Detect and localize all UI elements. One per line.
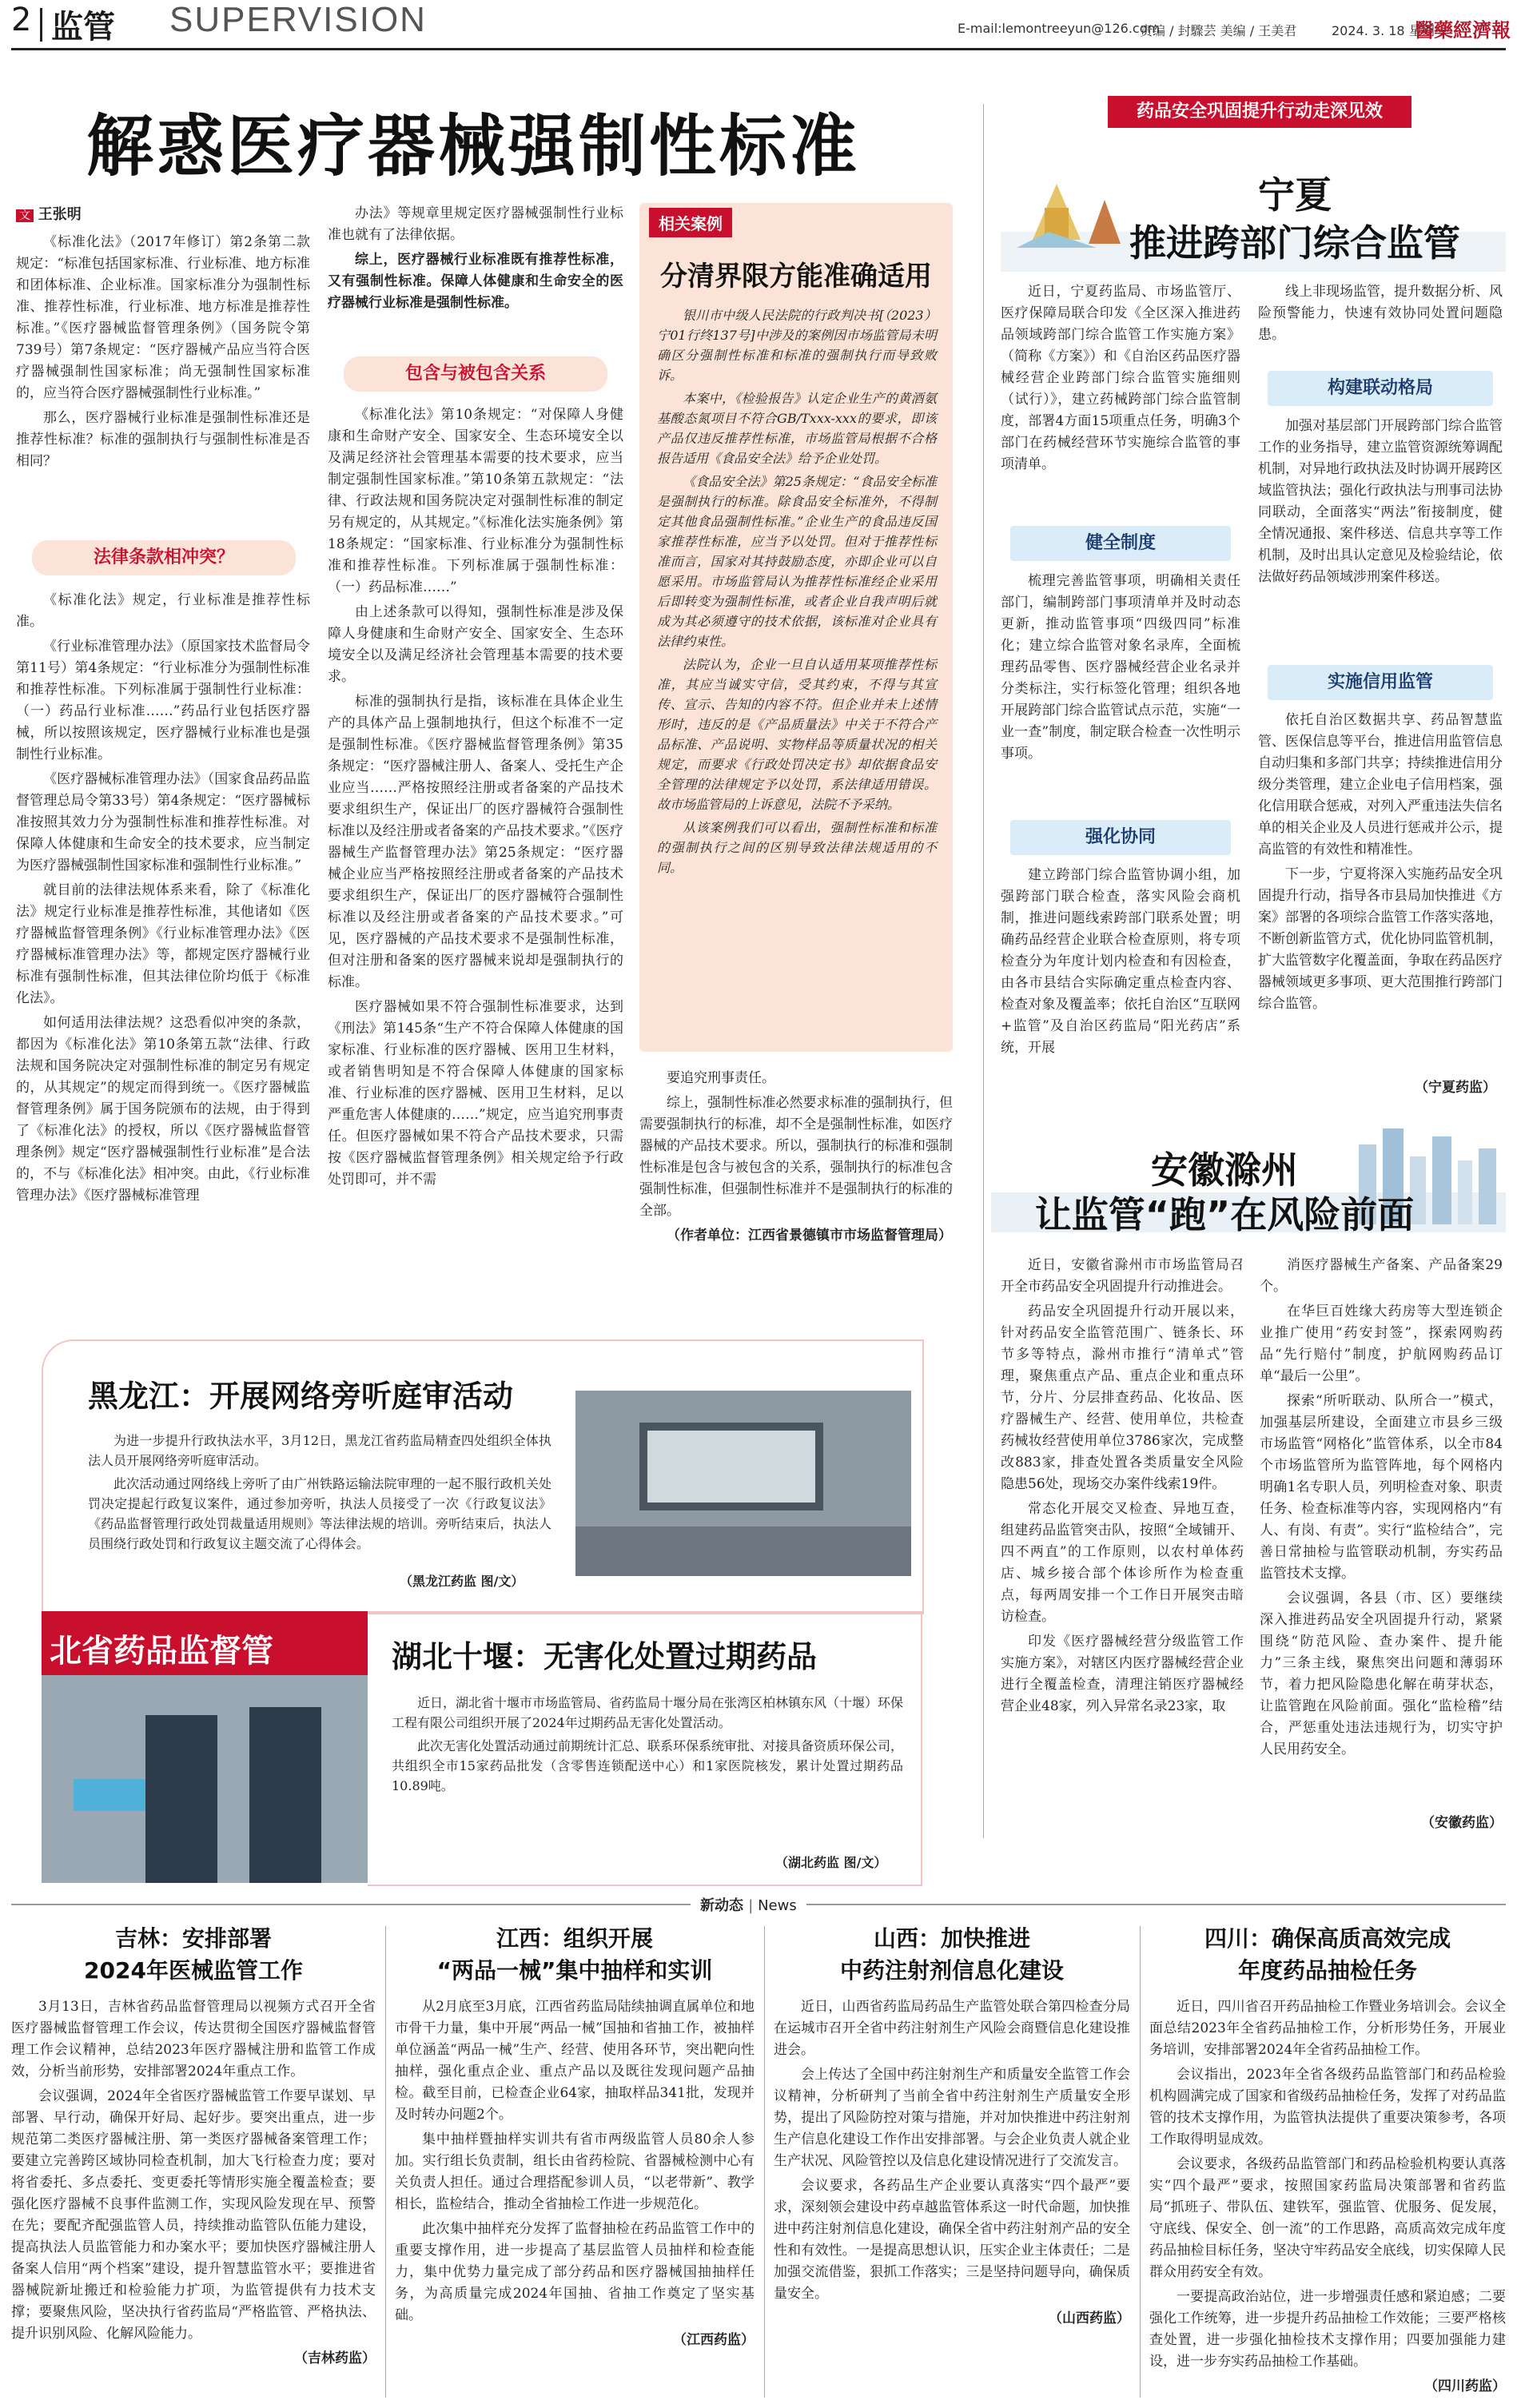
photo-sign-text: 北省药品监督管: [50, 1633, 273, 1670]
subhead-coordination: 强化协同: [1010, 820, 1231, 855]
paragraph: 印发《医疗器械经营分级监管工作实施方案》，对辖区内医疗器械经营企业进行全覆盖检查，清理注销医疗器械经营企业48家，列入异常名录23家，取: [1001, 1634, 1244, 1714]
main-col3: [639, 1068, 953, 1250]
paragraph: 近日，山西省药监局药品生产监管处联合第四检查分局在运城市召开全省中药注射剂生产风险会商暨信息化建设推进会。: [774, 1999, 1130, 2058]
news-title: 年度药品抽检任务: [1237, 1957, 1417, 1984]
paragraph: 医疗器械如果不符合强制性标准要求，达到《刑法》第145条“生产不符合保障人体健康的国家标准、行业标准的医疗器械、医用卫生材料，或者销售明知是不符合保障人体健康的国家标准、行业标准的医疗器械、医用卫生材料，足以严重危害人体健康的……”规定，应当追究刑事责任。但医疗器械如果不符合产品技术要求，只需按《医疗器械监督管理条例》相关规定给予行政处罚即可，并不需: [328, 999, 623, 1188]
paragraph: 集中抽样暨抽样实训共有省市两级监管人员80余人参加。实行组长负责制，组长由省药检院、省器械检测中心有关负责人担任。通过合理搭配参训人员，“以老带新”、教学相长，监检结合，推动全省抽检工作进一步规范化。: [395, 2131, 755, 2212]
news-item-jilin: [11, 1923, 376, 2370]
paragraph: 梳理完善监管事项，明确相关责任部门，编制跨部门事项清单并及时动态更新，推动监管事项“四级四同”标准化；建立综合监管对象名录库，全面梳理药品零售、医疗器械经营企业名录并分类标注，实行标签化管理；组织各地开展跨部门综合监管试点示范，实施“一业一查”制度，制定联合检查一次性明示事项。: [1001, 573, 1240, 762]
paragraph: 那么，医疗器械行业标准是强制性标准还是推荐性标准？标准的强制执行与强制性标准是否相同？: [16, 410, 310, 469]
paragraph: 《标准化法》（2017年修订）第2条第二款规定：“标准包括国家标准、行业标准、地方标准和团体标准、企业标准。国家标准分为强制性标准、推荐性标准，行业标准、地方标准是推荐性标准。”《医疗器械监督管理条例》（国务院令第739号）第7条规定：“医疗器械产品应当符合医疗器械强制性国家标准；尚无强制性国家标准的，应当符合医疗器械强制性行业标准。”: [16, 234, 310, 401]
section-name: 监管: [51, 9, 115, 46]
subhead-law-conflict: 法律条款相冲突？: [32, 540, 296, 575]
paragraph: 此次无害化处置活动通过前期统计汇总、联系环保系统审批、对接具备资质环保公司，共组织全市15家药品批发（含零售连锁配送中心）和1家医院核发，累计处置过期药品10.89吨。: [392, 1738, 904, 1793]
news-body: [11, 1996, 376, 2345]
case-title: 分清界限方能准确适用: [660, 261, 932, 293]
hubei-photo: [42, 1611, 368, 1883]
column-rule: [1140, 1926, 1141, 2398]
news-title: 吉林：安排部署: [114, 1925, 272, 1952]
paragraph: 《医疗器械标准管理办法》（国家食品药品监督管理总局令第33号）第4条规定：“医疗器械标准按照其效力分为强制性标准和推荐性标准。对保障人体健康和生命安全的技术要求，应当制定为医疗器械强制性国家标准和强制性行业标准。”: [16, 771, 310, 874]
paragraph: 探索“所听联动、队所合一”模式，加强基层所建设，全面建立市县乡三级市场监管“网格化”监管体系，以全市84个市场监管所为监管阵地，每个网格内明确1名专职人员，列明检查对象、职责任务、检查标准等内容，实现网格内“有人、有岗、有责”。实行“监检结合”，完善日常抽检与监管联动机制，夯实药品监管技术支撑。: [1260, 1393, 1503, 1582]
paragraph: 依托自治区数据共享、药品智慧监管、医保信息等平台，推进信用监管信息自动归集和多部门共享；持续推进信用分级分类管理，建立企业电子信用档案，强化信用联合惩戒，对列入严重违法失信名单的相关企业及人员进行惩戒并公示，提高监管的有效性和精准性。: [1258, 712, 1503, 858]
news-credit: （吉林药监）: [294, 2350, 376, 2366]
paragraph: 近日，安徽省滁州市市场监管局召开全市药品安全巩固提升行动推进会。: [1001, 1257, 1244, 1295]
main-col2: [328, 203, 623, 317]
paragraph: 近日，湖北省十堰市市场监管局、省药监局十堰分局在张湾区柏林镇东风（十堰）环保工程有限公司组织开展了2024年过期药品无害化处置活动。: [392, 1695, 904, 1730]
campaign-banner: 药品安全巩固提升行动走深见效: [1108, 96, 1411, 128]
ningxia-col2b: [1258, 416, 1503, 591]
news-item-sichuan: [1149, 1923, 1506, 2398]
author-name: 王张明: [38, 206, 82, 223]
paragraph: 线上非现场监管，提升数据分析、风险预警能力，快速有效协同处置问题隐患。: [1258, 284, 1503, 343]
paragraph: 会议强调，各县（市、区）要继续深入推进药品安全巩固提升行动，紧紧围绕“防范风险、查办案件、提升能力”三条主线，聚焦突出问题和薄弱环节，着力把风险隐患化解在萌芽状态，让监管跑在风险前面。强化“监检稽”结合，严惩重处违法违规行为，切实守护人民用药安全。: [1260, 1590, 1503, 1757]
paragraph: 会议强调，2024年全省医疗器械监管工作要早谋划、早部署、早行动，确保开好局、起好步。要突出重点，进一步规范第二类医疗器械注册、第一类医疗器械备案管理工作；要建立完善跨区域协同检查机制，加大飞行检查力度；要对将省委托、多点委托、变更委托等情形实施全覆盖检查；要强化医疗器械不良事件监测工作，实现风险发现在早、预警在先；要配齐配强监管人员，持续推动监管队伍能力建设，提高执法人员监管能力和办案水平；要加快医疗器械注册人备案人信用“两个档案”建设，提升智慧监管水平；要推进省器械院新址搬迁和检验能力扩项，为监管提供有力技术支撑；要聚焦风险，坚决执行省药监局“严格监管、严格执法、提升识别风险、化解风险能力。: [11, 2088, 376, 2342]
paragraph: 《标准化法》规定，行业标准是推荐性标准。: [16, 592, 310, 630]
header-divider: [40, 8, 42, 42]
paragraph: 从2月底至3月底，江西省药监局陆续抽调直属单位和地市骨干力量，集中开展“两品一械”国抽和省抽工作，被抽样单位涵盖“两品一械”生产、经营、使用各环节，突出靶向性抽样，强化重点企业、重点产品以及既往发现问题产品抽检。截至目前，已检查企业64家，抽取样品341批，发现并及时转办问题2个。: [395, 1999, 755, 2123]
paragraph: 本案中，《检验报告》认定企业生产的黄酒氨基酸态氮项目不符合GB/Txxx-xxx的要求，即该产品仅违反推荐性标准，市场监管局根据不合格报告适用《食品安全法》给予企业处罚。: [657, 391, 937, 466]
case-tag: 相关案例: [649, 208, 732, 237]
news-title: “两品一械”集中抽样和实训: [436, 1957, 713, 1984]
ningxia-col1c: [1001, 865, 1240, 1062]
paragraph: 会议指出，2023年全省各级药品监管部门和药品检验机构圆满完成了国家和省级药品抽检任务，发挥了对药品监管的技术支撑作用，为监管执法提供了重要决策参考，各项工作取得明显成效。: [1149, 2067, 1506, 2147]
paragraph: 《标准化法》第10条规定：“对保障人身健康和生命财产安全、国家安全、生态环境安全以及满足经济社会管理基本需要的技术要求，应当制定强制性国家标准。”第10条第五款规定：“法律、行政法规和国务院决定对强制性标准的制定另有规定的，从其规定。”《标准化法实施条例》第18条规定：“国家标准、行业标准分为强制性标准和推荐性标准。下列标准属于强制性标准：（一）药品标准……”: [328, 407, 623, 595]
paragraph: 建立跨部门综合监管协调小组，加强跨部门联合检查，落实风险会商机制，推进问题线索跨部门联系处置；明确药品经营企业联合检查原则，将专项检查分为年度计划内检查和有因检查，由各市县结合实际确定重点检查内容、检查对象及覆盖率；依托自治区“互联网+监管”及自治区药监局“阳光药店”系统，开展: [1001, 867, 1240, 1056]
paragraph: 《行业标准管理办法》（原国家技术监督局令第11号）第4条规定：“行业标准分为强制性标准和推荐性标准。下列标准属于强制性行业标准：（一）药品行业标准……”药品行业包括医疗器械，所以按照该规定，医疗器械行业标准也是强制性行业标准。: [16, 639, 310, 762]
subhead-inclusion: 包含与被包含关系: [344, 356, 607, 392]
paragraph: 会上传达了全国中药注射剂生产和质量安全监管工作会议精神，分析研判了当前全省中药注射剂生产质量安全形势，提出了风险防控对策与措施，并对加快推进中药注射剂生产信息化建设工作作出安排部署。与会企业负责人就企业生产状况、风险管控以及信息化建设情况进行了交流发言。: [774, 2067, 1130, 2169]
feature1-title: 黑龙江：开展网络旁听庭审活动: [88, 1379, 514, 1414]
news-body: [774, 1996, 1130, 2305]
paragraph: 《食品安全法》第25条规定：“食品安全标准是强制执行的标准。除食品安全标准外，不得制定其他食品强制性标准。”企业生产的食品违反国家推荐性标准，应当予以处罚。但对于推荐性标准而言，国家对其持鼓励态度，亦即企业可以自愿采用。市场监管局认为推荐性标准经企业采用后即转变为强制性标准，或者企业自我声明后就成为其必须遵守的技术依据，该标准对企业具有法律约束性。: [657, 474, 937, 649]
paragraph: 在华巨百姓缘大药房等大型连锁企业推广使用“药安封签”，探索网购药品“先行赔付”制度，护航网购药品订单“最后一公里”。: [1260, 1304, 1503, 1384]
paragraph: 会议要求，各级药品监管部门和药品检验机构要认真落实“四个最严”要求，按照国家药监局决策部署和省药监局“抓班子、带队伍、建铁军，强监管、优服务、促发展，守底线、保安全、创一流”的工作思路，高质高效完成年度药品抽检目标任务，坚决守牢药品安全底线，切实保障人民群众用药安全有效。: [1149, 2156, 1506, 2280]
main-col1b: [16, 590, 310, 1210]
column-rule: [385, 1926, 386, 2398]
anhui-credit: （安徽药监）: [1421, 1815, 1503, 1831]
feature2-body: [392, 1693, 903, 1799]
main-headline: 解惑医疗器械强制性标准: [86, 107, 861, 185]
feature2-credit: （湖北药监 图/文）: [775, 1855, 887, 1870]
paragraph: 要追究刑事责任。: [667, 1070, 775, 1086]
author-tag: 文: [16, 209, 34, 222]
paragraph: 此次集中抽样充分发挥了监督抽检在药品监管工作中的重要支撑作用，进一步提高了基层监管人员抽样和检查能力，集中优势力量完成了部分药品和医疗器械国抽抽样任务，为高质量完成2024年国抽、省抽工作奠定了坚实基础。: [395, 2221, 755, 2323]
related-case-box: [639, 203, 953, 1052]
news-body: [395, 1996, 755, 2326]
ningxia-title-2: 推进跨部门综合监管: [1129, 221, 1460, 265]
ningxia-credit: （宁夏药监）: [1415, 1080, 1496, 1096]
paragraph: 加强对基层部门开展跨部门综合监管工作的业务指导，建立监管资源统筹调配机制，对异地行政执法及时协调开展跨区域监管执法；强化行政执法与刑事司法协同联动，全面落实“两法”衔接制度，健全情况通报、案件移送、信息共享等工作机制，及时出具认定意见及检验结论，依法做好药品领域涉刑案件移送。: [1258, 418, 1503, 585]
ningxia-col1: [1001, 281, 1240, 479]
header-editors: 责编 / 封驟芸 美编 / 王美君: [1140, 23, 1297, 38]
anhui-col1: [1001, 1255, 1244, 1721]
paragraph: 就目前的法律法规体系来看，除了《标准化法》规定行业标准是推荐性标准，其他诸如《医疗器械监督管理条例》《行业标准管理办法》《医疗器械标准管理办法》等，都规定医疗器械行业标准有强制性标准，但其法律位阶均低于《标准化法》。: [16, 882, 310, 1006]
paragraph: 下一步，宁夏将深入实施药品安全巩固提升行动，指导各市县局加快推进《方案》部署的各项综合监管工作落实落地，不断创新监管方式，优化协同监管机制，扩大监管数字化覆盖面，争取在药品医疗器械领域更多事项、更大范围推行跨部门综合监管。: [1258, 866, 1503, 1012]
paragraph: 法院认为，企业一旦自认适用某项推荐性标准，其应当诚实守信，受其约束，不得与其宣传、宣示、告知的内容不符。但企业并未上述情形时，违反的是《产品质量法》中关于不符合产品标准、产品说明、实物样品等质量状况的相关规定，而要求《行政处罚决定书》却依据食品安全管理的法律规定予以处罚，系法律适用错误。故市场监管局的上诉意见，法院不予采纳。: [657, 657, 937, 812]
news-credit: （山西药监）: [1049, 2310, 1130, 2326]
feature1-body: [88, 1431, 551, 1557]
anhui-title-1: 安徽滁州: [1151, 1148, 1298, 1192]
news-title: 江西：组织开展: [496, 1925, 653, 1952]
subhead-system: 健全制度: [1010, 526, 1231, 561]
main-col2b: [328, 404, 623, 1194]
paragraph: 3月13日，吉林省药品监督管理局以视频方式召开全省医疗器械监督管理工作会议，传达贯彻全国医疗器械监督管理工作会议精神，总结2023年医疗器械注册和监管工作成效，分析当前形势，安排部署2024年重点工作。: [11, 1999, 376, 2080]
news-title: 中药注射剂信息化建设: [839, 1957, 1064, 1984]
news-credit: （江西药监）: [673, 2332, 755, 2348]
news-title: 山西：加快推进: [873, 1925, 1030, 1952]
news-title: 2024年医械监管工作: [84, 1957, 303, 1984]
paragraph: 近日，四川省召开药品抽检工作暨业务培训会。会议全面总结2023年全省药品抽检工作，分析形势任务，开展业务培训，安排部署2024年全省药品抽检工作。: [1149, 1999, 1506, 2058]
case-body: [657, 305, 937, 881]
paragraph: 办法》等规章里规定医疗器械强制性行业标准也就有了法律依据。: [328, 205, 623, 243]
news-label: 新动态 | News: [691, 1894, 806, 1915]
column-rule: [983, 104, 984, 1838]
paragraph: 常态化开展交叉检查、异地互查，组建药品监管突击队，按照“全域铺开、四不两直”的工作原则，以农村单体药店、城乡接合部个体诊所作为检查重点，每两周安排一个工作日开展突击暗访检查。: [1001, 1501, 1244, 1625]
ningxia-col2c: [1258, 710, 1503, 1018]
paragraph: 标准的强制执行是指，该标准在具体企业生产的具体产品上强制地执行，但这个标准不一定是强制性标准。《医疗器械监督管理条例》第35条规定：“医疗器械注册人、备案人、受托生产企业应当……严格按照经注册或者备案的产品技术要求组织生产，保证出厂的医疗器械符合强制性标准以及经注册或者备案的产品技术要求。”《医疗器械生产监督管理办法》第25条规定：“医疗器械企业应当严格按照经注册或者备案的产品技术要求组织生产，保证出厂的医疗器械符合强制性标准以及经注册或者备案的产品技术要求。”可见，医疗器械的产品技术要求不是强制性标准，但对注册和备案的医疗器械来说却是强制执行的标准。: [328, 694, 623, 990]
subhead-linkage: 构建联动格局: [1268, 371, 1493, 406]
subhead-credit: 实施信用监管: [1268, 665, 1493, 700]
column-rule: [764, 1926, 765, 2398]
news-item-jiangxi: [395, 1923, 755, 2351]
masthead-logo: 醫藥經濟報: [1415, 18, 1511, 42]
header-date: 2024. 3. 18 星期一: [1332, 23, 1447, 38]
paragraph: 近日，宁夏药监局、市场监管厅、医疗保障局联合印发《全区深入推进药品领域跨部门综合监管工作实施方案》（简称《方案》）和《自治区药品医疗器械经营企业跨部门综合监管实施细则（试行）》，建立药械跨部门综合监管制度，部署4方面15项重点任务，明确3个部门在药械经营环节实施综合监管的事项清单。: [1001, 284, 1240, 472]
paragraph: 如何适用法律法规？这恐看似冲突的条款，都因为《标准化法》第10条第五款“法律、行政法规和国务院决定对强制性标准的制定另有规定的，从其规定”的规定而得到统一。《医疗器械监督管理条例》属于国务院颁布的法规，由于得到了《标准化法》的授权，所以《医疗器械监督管理条例》规定“医疗器械强制性行业标准”是合法的，不与《标准化法》相冲突。由此，《行业标准管理办法》《医疗器械标准管理: [16, 1015, 310, 1204]
header-email: E-mail:lemontreeyun@126.com: [958, 21, 1161, 36]
paragraph: 此次活动通过网络线上旁听了由广州铁路运输法院审理的一起不服行政机关处罚决定提起行政复议案件，通过参加旁听，执法人员接受了一次《行政复议法》《药品监督管理行政处罚裁量适用规则》等法律法规的培训。旁听结束后，执法人员围绕行政处罚和行政复议主题交流了心得体会。: [88, 1476, 551, 1551]
news-item-shanxi: [774, 1923, 1130, 2330]
anhui-title-2: 让监管“跑”在风险前面: [1034, 1193, 1415, 1236]
news-title: 四川：确保高质高效完成: [1204, 1925, 1451, 1952]
paragraph: 综上，强制性标准必然要求标准的强制执行，但需要强制执行的标准，却不全是强制性标准，如医疗器械的产品技术要求。所以，强制执行的标准和强制性标准是包含与被包含的关系，强制执行的标准包含强制性标准，但强制性标准并不是强制执行的标准的全部。: [639, 1095, 953, 1219]
ningxia-title-1: 宁夏: [1258, 173, 1332, 217]
paragraph: 银川市中级人民法院的行政判决书[（2023）宁01行终137号]中涉及的案例因市场监管局未明确区分强制性标准和标准的强制执行而导致败诉。: [657, 308, 937, 383]
header-rule: [11, 48, 1506, 50]
paragraph: 会议要求，各药品生产企业要认真落实“四个最严”要求，深刻领会建设中药卓越监管体系这一时代命题，加快推进中药注射剂信息化建设，确保全省中药注射剂产品的安全性和有效性。一是提高思想认识，压实企业主体责任；二是加强交流借鉴，狠抓工作落实；三是坚持问题导向，确保质量安全。: [774, 2178, 1130, 2302]
paragraph: 综上，医疗器械行业标准既有推荐性标准，又有强制性标准。保障人体健康和生命安全的医疗器械行业标准是强制性标准。: [328, 252, 623, 311]
news-body: [1149, 1996, 1506, 2373]
anhui-col2: [1260, 1255, 1503, 1764]
paragraph: 从该案例我们可以看出，强制性标准和标准的强制执行之间的区别导致法律法规适用的不同。: [657, 820, 937, 875]
main-col1: [16, 232, 310, 476]
feature1-credit: （黑龙江药监 图/文）: [400, 1574, 524, 1589]
paragraph: 消医疗器械生产备案、产品备案29个。: [1260, 1257, 1503, 1295]
courtroom-photo: [575, 1391, 911, 1576]
paragraph: 一要提高政治站位，进一步增强责任感和紧迫感；二要强化工作统筹，进一步提升药品抽检工作效能；三要严格核查处置，进一步强化抽检技术支撑作用；四要加强能力建设，进一步夯实药品抽检工作基础。: [1149, 2289, 1506, 2370]
screen-icon: [575, 1391, 911, 1576]
author-byline: [16, 203, 82, 224]
paragraph: 由上述条款可以得知，强制性标准是涉及保障人身健康和生命财产安全、国家安全、生态环境安全以及满足经济社会管理基本需要的技术要求。: [328, 604, 623, 685]
ningxia-col2: [1258, 281, 1503, 349]
news-label-text: 新动态: [700, 1897, 743, 1914]
news-credit: （四川药监）: [1424, 2378, 1506, 2394]
ningxia-col1b: [1001, 571, 1240, 768]
section-name-en: SUPERVISION: [169, 0, 427, 39]
paragraph: 药品安全巩固提升行动开展以来，针对药品安全监管范围广、链条长、环节多等特点，滁州市推行“清单式”管理，聚焦重点产品、重点企业和重点环节，分片、分层排查药品、化妆品、医疗器械生产、经营、使用单位，共检查药械妆经营使用单位3786家次，完成整改883家，排查处置各类质量安全风险隐患56处，现场交办案件线索19件。: [1001, 1304, 1244, 1492]
author-affiliation: （作者单位：江西省景德镇市市场监督管理局）: [667, 1228, 952, 1244]
feature2-title: 湖北十堰：无害化处置过期药品: [392, 1639, 818, 1674]
paragraph: 为进一步提升行政执法水平，3月12日，黑龙江省药监局精查四处组织全体执法人员开展网络旁听庭审活动。: [88, 1433, 551, 1468]
news-label-en: News: [758, 1897, 797, 1914]
page-number: 2: [11, 2, 32, 38]
